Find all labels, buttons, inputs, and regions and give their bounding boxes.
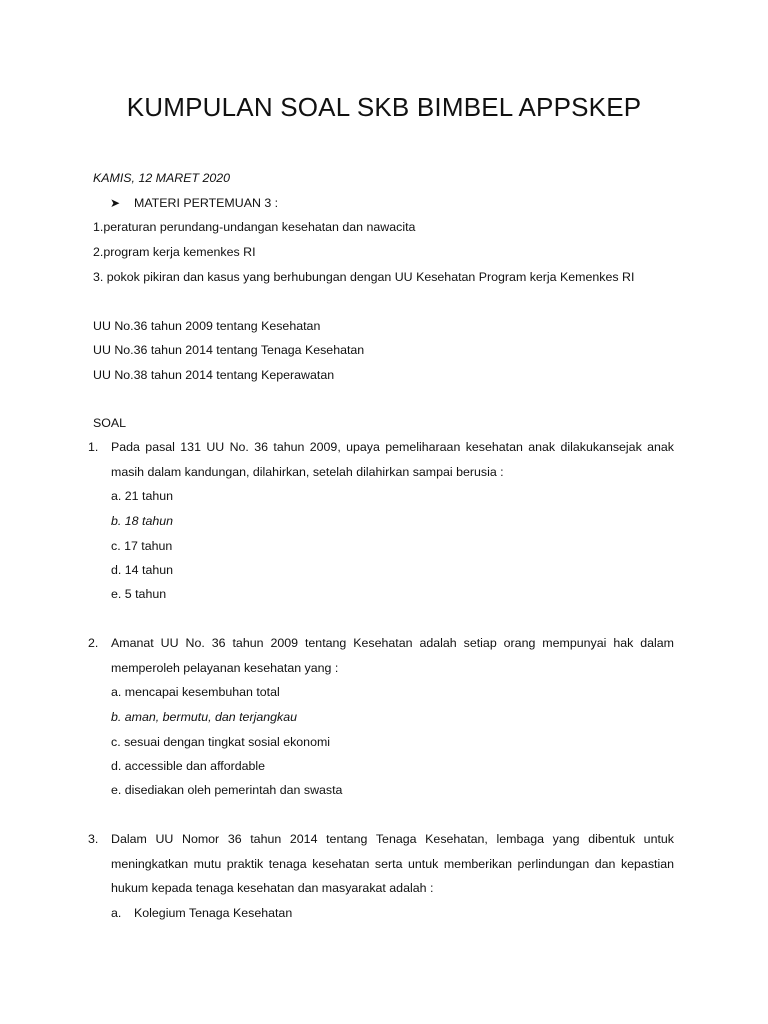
- answer-option: e. disediakan oleh pemerintah dan swasta: [111, 783, 343, 797]
- document-title: KUMPULAN SOAL SKB BIMBEL APPSKEP: [126, 92, 642, 122]
- law-item: UU No.36 tahun 2014 tentang Tenaga Kesehatan: [93, 343, 365, 357]
- law-item: UU No.38 tahun 2014 tentang Keperawatan: [93, 368, 335, 382]
- answer-option-letter: a.: [111, 906, 122, 920]
- materi-heading: MATERI PERTEMUAN 3 :: [134, 196, 279, 210]
- materi-item: 2.program kerja kemenkes RI: [93, 245, 256, 259]
- question-text: Amanat UU No. 36 tahun 2009 tentang Kesehatan adalah setiap orang mempunyai hak dalam memperoleh pelayanan kesehatan yang :: [111, 636, 674, 675]
- date-line: KAMIS, 12 MARET 2020: [93, 171, 231, 185]
- answer-option-correct: b. 18 tahun: [111, 514, 174, 528]
- question-text: Pada pasal 131 UU No. 36 tahun 2009, upaya pemeliharaan kesehatan anak dilakukansejak anak masih dalam kandungan, dilahirkan, setelah dilahirkan sampai berusia :: [111, 440, 674, 479]
- answer-option: Kolegium Tenaga Kesehatan: [134, 906, 293, 920]
- answer-option-correct: b. aman, bermutu, dan terjangkau: [111, 710, 297, 724]
- question-number: 1.: [88, 440, 99, 454]
- law-item: UU No.36 tahun 2009 tentang Kesehatan: [93, 319, 321, 333]
- answer-option: e. 5 tahun: [111, 587, 167, 601]
- materi-item: 3. pokok pikiran dan kasus yang berhubungan dengan UU Kesehatan Program kerja Kemenkes RI: [93, 270, 635, 284]
- answer-option: c. 17 tahun: [111, 539, 173, 553]
- question-number: 3.: [88, 832, 99, 846]
- arrow-bullet-icon: ➤: [110, 196, 121, 210]
- materi-item: 1.peraturan perundang-undangan kesehatan dan nawacita: [93, 220, 416, 234]
- question-number: 2.: [88, 636, 99, 650]
- answer-option: a. 21 tahun: [111, 489, 174, 503]
- answer-option: d. 14 tahun: [111, 563, 174, 577]
- soal-heading: SOAL: [93, 416, 127, 430]
- answer-option: d. accessible dan affordable: [111, 759, 266, 773]
- question-text: Dalam UU Nomor 36 tahun 2014 tentang Tenaga Kesehatan, lembaga yang dibentuk untuk meningkatkan mutu praktik tenaga kesehatan serta untuk memberikan perlindungan dan kepastian hukum kepada tenaga kesehatan dan masyarakat adalah :: [111, 832, 674, 895]
- answer-option: a. mencapai kesembuhan total: [111, 685, 280, 699]
- answer-option: c. sesuai dengan tingkat sosial ekonomi: [111, 735, 331, 749]
